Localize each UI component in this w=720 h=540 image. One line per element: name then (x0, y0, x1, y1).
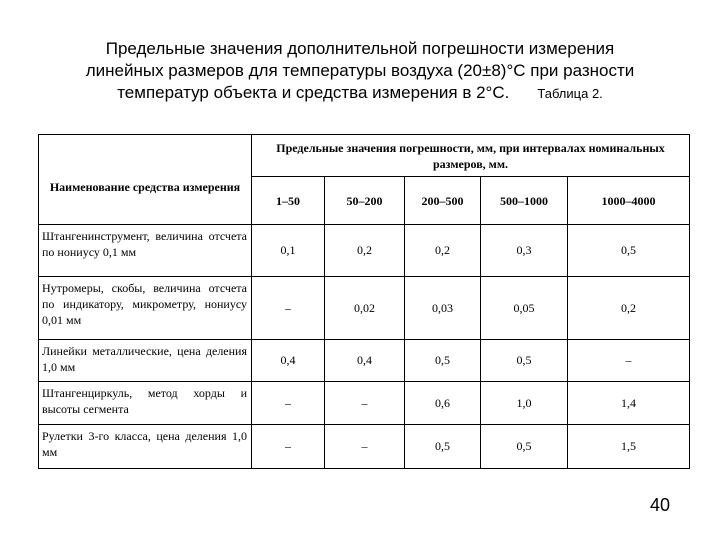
row-value: – (325, 425, 405, 469)
title-line-3 (0, 82, 720, 105)
table-number: Таблица 2. (537, 86, 603, 101)
row-value: 0,5 (405, 425, 481, 469)
header-range: 500–1000 (481, 177, 568, 225)
row-value: – (252, 277, 325, 340)
row-value: 0,1 (252, 225, 325, 277)
row-value: 0,5 (481, 425, 568, 469)
row-value: 0,2 (405, 225, 481, 277)
row-value: 0,4 (252, 340, 325, 382)
table-row (39, 340, 690, 382)
table-row (39, 225, 690, 277)
row-value: 0,2 (325, 225, 405, 277)
row-instrument-name: Линейки металлические, цена деления 1,0 мм (39, 340, 252, 382)
header-range: 200–500 (405, 177, 481, 225)
row-instrument-name: Нутромеры, скобы, величина отсчета по индикатору, микрометру, нониусу 0,01 мм (39, 277, 252, 340)
row-value: 0,02 (325, 277, 405, 340)
row-value: 0,05 (481, 277, 568, 340)
row-value: 0,6 (405, 382, 481, 425)
row-value: 0,5 (481, 340, 568, 382)
row-value: 1,0 (481, 382, 568, 425)
row-value: 1,4 (568, 382, 690, 425)
header-range: 1–50 (252, 177, 325, 225)
header-group: Предельные значения погрешности, мм, при интервалах номинальных размеров, мм. (252, 135, 690, 177)
title-line-3-text: температур объекта и средства измерения в 2°С. (117, 83, 510, 102)
row-value: 0,5 (405, 340, 481, 382)
header-range: 1000–4000 (568, 177, 690, 225)
row-instrument-name: Штангенциркуль, метод хорды и высоты сегмента (39, 382, 252, 425)
table-header-row (39, 135, 690, 177)
row-value: 0,2 (568, 277, 690, 340)
row-value: 0,5 (568, 225, 690, 277)
row-value: – (252, 382, 325, 425)
header-range: 50–200 (325, 177, 405, 225)
row-value: – (325, 382, 405, 425)
row-value: 0,3 (481, 225, 568, 277)
table-row (39, 277, 690, 340)
table-row (39, 382, 690, 425)
slide-title (0, 38, 720, 105)
page-number: 40 (650, 495, 671, 515)
row-value: 0,03 (405, 277, 481, 340)
title-line-1: Предельные значения дополнительной погрешности измерения (105, 39, 615, 58)
table-row (39, 425, 690, 469)
row-instrument-name: Рулетки 3-го класса, цена деления 1,0 мм (39, 425, 252, 469)
row-instrument-name: Штангенинструмент, величина отсчета по нониусу 0,1 мм (39, 225, 252, 277)
row-value: – (568, 340, 690, 382)
row-value: – (252, 425, 325, 469)
title-line-2: линейных размеров для температуры воздуха (20±8)°С при разности (85, 61, 635, 80)
row-value: 0,4 (325, 340, 405, 382)
row-value: 1,5 (568, 425, 690, 469)
error-limits-table (38, 134, 690, 469)
header-name-column: Наименование средства измерения (39, 135, 252, 225)
